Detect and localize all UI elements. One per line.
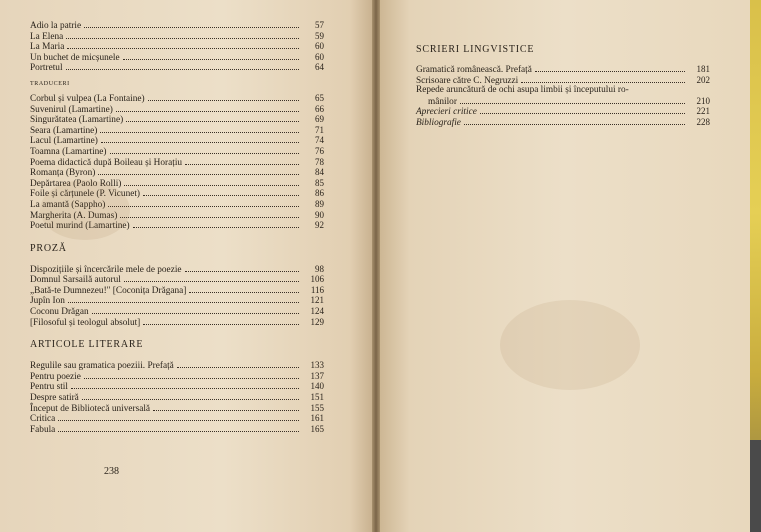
toc-entry[interactable]: Portretul 64	[30, 62, 324, 74]
section-heading-proza: PROZĂ	[30, 242, 67, 254]
book-gutter	[372, 0, 380, 532]
toc-entry[interactable]: Scrisoare către C. Negruzzi 202	[416, 74, 710, 86]
toc-entry[interactable]: Aprecieri critice 221	[416, 106, 710, 118]
toc-entry[interactable]: La Maria 60	[30, 41, 324, 53]
toc-entry[interactable]: Toamna (Lamartine) 76	[30, 145, 324, 157]
toc-entry[interactable]: Bibliografie 228	[416, 116, 710, 128]
toc-entry[interactable]: Poetul murind (Lamartine) 92	[30, 220, 324, 232]
toc-entry[interactable]: Poema didactică după Boileau și Horațiu 78	[30, 156, 324, 168]
toc-entry[interactable]: Corbul și vulpea (La Fontaine) 65	[30, 92, 324, 104]
toc-entry[interactable]: Jupîn Ion 121	[30, 295, 324, 307]
toc-entry[interactable]: „Bată-te Dumnezeu!" [Coconița Drăgana] 116	[30, 284, 324, 296]
toc-entry[interactable]: Margherita (A. Dumas) 90	[30, 209, 324, 221]
toc-entry[interactable]: Gramatică românească. Prefață 181	[416, 64, 710, 75]
section-heading-scrieri-lingvistice: SCRIERI LINGVISTICE	[416, 44, 535, 55]
toc-entry[interactable]: Domnul Sarsailă autorul 106	[30, 274, 324, 286]
articole-list	[30, 360, 324, 434]
toc-entry[interactable]: Dispozițiile și încercările mele de poezie 98	[30, 263, 324, 275]
toc-entry[interactable]: Adio la patrie 57	[30, 20, 324, 31]
toc-entry[interactable]: Regulile sau gramatica poeziii. Prefață 133	[30, 360, 324, 372]
toc-entry[interactable]: La Elena 59	[30, 30, 324, 42]
toc-entry[interactable]: Coconu Drăgan 124	[30, 306, 324, 318]
paper-stain	[40, 180, 130, 240]
toc-entry[interactable]: [Filosoful și teologul absolut] 129	[30, 316, 324, 328]
toc-entry-wrapped[interactable]	[416, 85, 710, 106]
toc-entry[interactable]: Romanța (Byron) 84	[30, 167, 324, 179]
toc-entry[interactable]: Despre satiră 151	[30, 392, 324, 404]
toc-entry-line2: mânilor 210	[428, 95, 710, 107]
toc-entry[interactable]: Fabula 165	[30, 423, 324, 435]
poems-list	[30, 20, 324, 73]
scrieri-list	[416, 64, 710, 128]
section-heading-articole: ARTICOLE LITERARE	[30, 339, 144, 351]
toc-entry[interactable]: Pentru stil 140	[30, 381, 324, 393]
proza-list	[30, 264, 324, 328]
page-number: 238	[104, 466, 119, 477]
toc-entry[interactable]: Critica 161	[30, 413, 324, 425]
toc-entry[interactable]: La amantă (Sappho) 89	[30, 198, 324, 210]
book-edge	[750, 0, 761, 532]
paper-stain	[500, 300, 640, 390]
section-heading-traduceri: TRADUCERI	[30, 80, 70, 87]
toc-entry[interactable]: Depărtarea (Paolo Rolli) 85	[30, 177, 324, 189]
toc-entry[interactable]: Lacul (Lamartine) 74	[30, 135, 324, 147]
toc-entry[interactable]: Pentru poezie 137	[30, 370, 324, 382]
toc-entry[interactable]: Singurătatea (Lamartine) 69	[30, 114, 324, 126]
toc-entry[interactable]: Seara (Lamartine) 71	[30, 124, 324, 136]
toc-entry[interactable]: Foile și cărțunele (P. Vicunet) 86	[30, 188, 324, 200]
toc-entry-line1: Repede aruncătură de ochi asupa limbii și începutului ro-	[416, 85, 629, 96]
right-page	[380, 0, 750, 532]
toc-entry[interactable]: Un buchet de micșunele 60	[30, 51, 324, 63]
toc-entry[interactable]: Început de Bibliotecă universală 155	[30, 402, 324, 414]
toc-entry[interactable]: Suvenirul (Lamartine) 66	[30, 103, 324, 115]
left-page	[0, 0, 372, 532]
